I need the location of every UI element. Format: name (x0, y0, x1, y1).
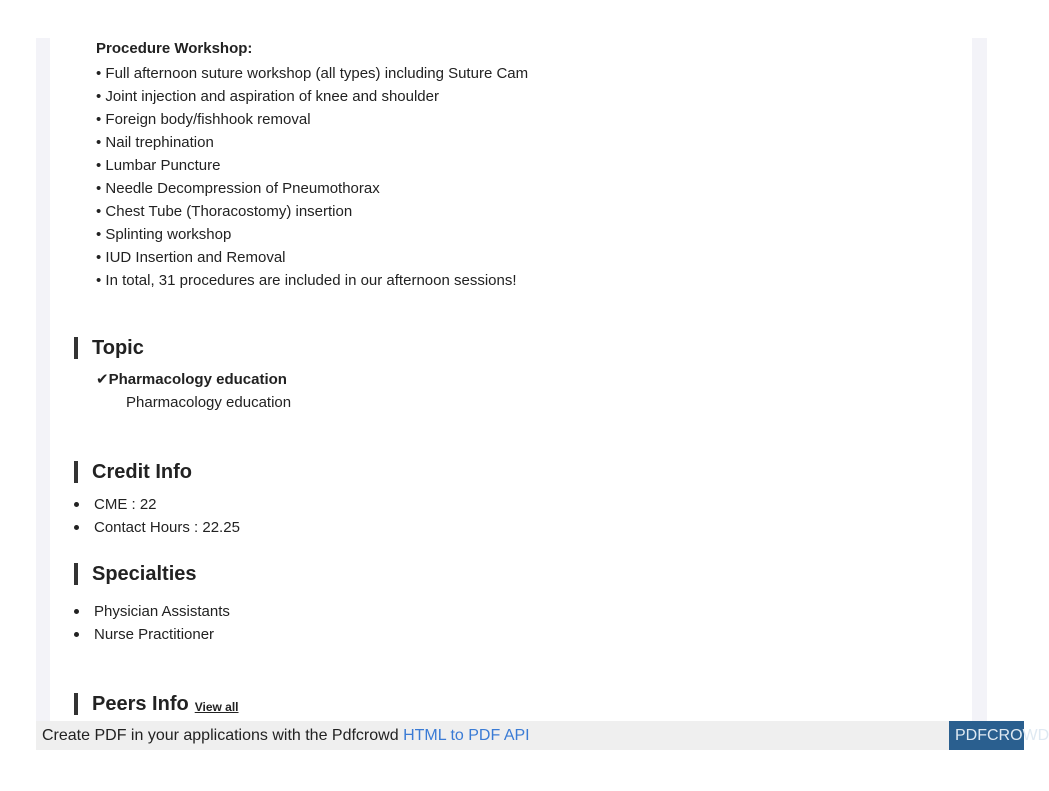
topic-description: Pharmacology education (126, 394, 292, 411)
credit-info-title: Credit Info (92, 461, 192, 483)
peers-info-section-title (74, 693, 239, 715)
topic-check-item: ✔Pharmacology education (96, 371, 287, 388)
credit-info-list (94, 493, 240, 539)
footer-text: Create PDF in your applications with the Pdfcrowd (42, 727, 404, 744)
credit-item-cme (94, 493, 240, 516)
credit-info-section-title (74, 461, 192, 483)
topic-section-title (74, 337, 144, 359)
procedure-item: • Joint injection and aspiration of knee and shoulder (96, 88, 439, 105)
bullet-icon (74, 502, 79, 507)
procedure-item: • Nail trephination (96, 134, 214, 151)
specialties-list (94, 600, 230, 646)
specialties-title: Specialties (92, 563, 197, 585)
specialties-section-title (74, 563, 197, 585)
html-to-pdf-api-link[interactable]: HTML to PDF API (403, 727, 530, 744)
procedure-item: • Foreign body/fishhook removal (96, 111, 311, 128)
procedure-item: • Chest Tube (Thoracostomy) insertion (96, 203, 353, 220)
credit-item-label: CME : 22 (94, 496, 157, 513)
peers-info-title: Peers Info (92, 693, 189, 715)
bullet-icon (74, 609, 79, 614)
footer-message (42, 721, 530, 750)
procedure-item: • Splinting workshop (96, 226, 232, 243)
procedure-item: • In total, 31 procedures are included in our afternoon sessions! (96, 272, 517, 289)
procedure-workshop-heading: Procedure Workshop: (96, 40, 253, 57)
specialty-label: Nurse Practitioner (94, 626, 215, 643)
procedure-item: • Lumbar Puncture (96, 157, 221, 174)
specialty-item (94, 623, 230, 646)
procedure-workshop-list (96, 62, 528, 292)
brand-label: PDFCROWD (955, 727, 1049, 744)
procedure-item: • IUD Insertion and Removal (96, 249, 286, 266)
view-all-link[interactable]: View all (194, 700, 239, 714)
bullet-icon (74, 632, 79, 637)
procedure-item: • Full afternoon suture workshop (all types) including Suture Cam (96, 65, 529, 82)
topic-title: Topic (92, 337, 144, 359)
specialty-item (94, 600, 230, 623)
bullet-icon (74, 525, 79, 530)
credit-item-label: Contact Hours : 22.25 (94, 519, 240, 536)
procedure-item: • Needle Decompression of Pneumothorax (96, 180, 380, 197)
credit-item-contact-hours (94, 516, 240, 539)
pdfcrowd-brand[interactable] (949, 721, 1049, 750)
specialty-label: Physician Assistants (94, 603, 230, 620)
